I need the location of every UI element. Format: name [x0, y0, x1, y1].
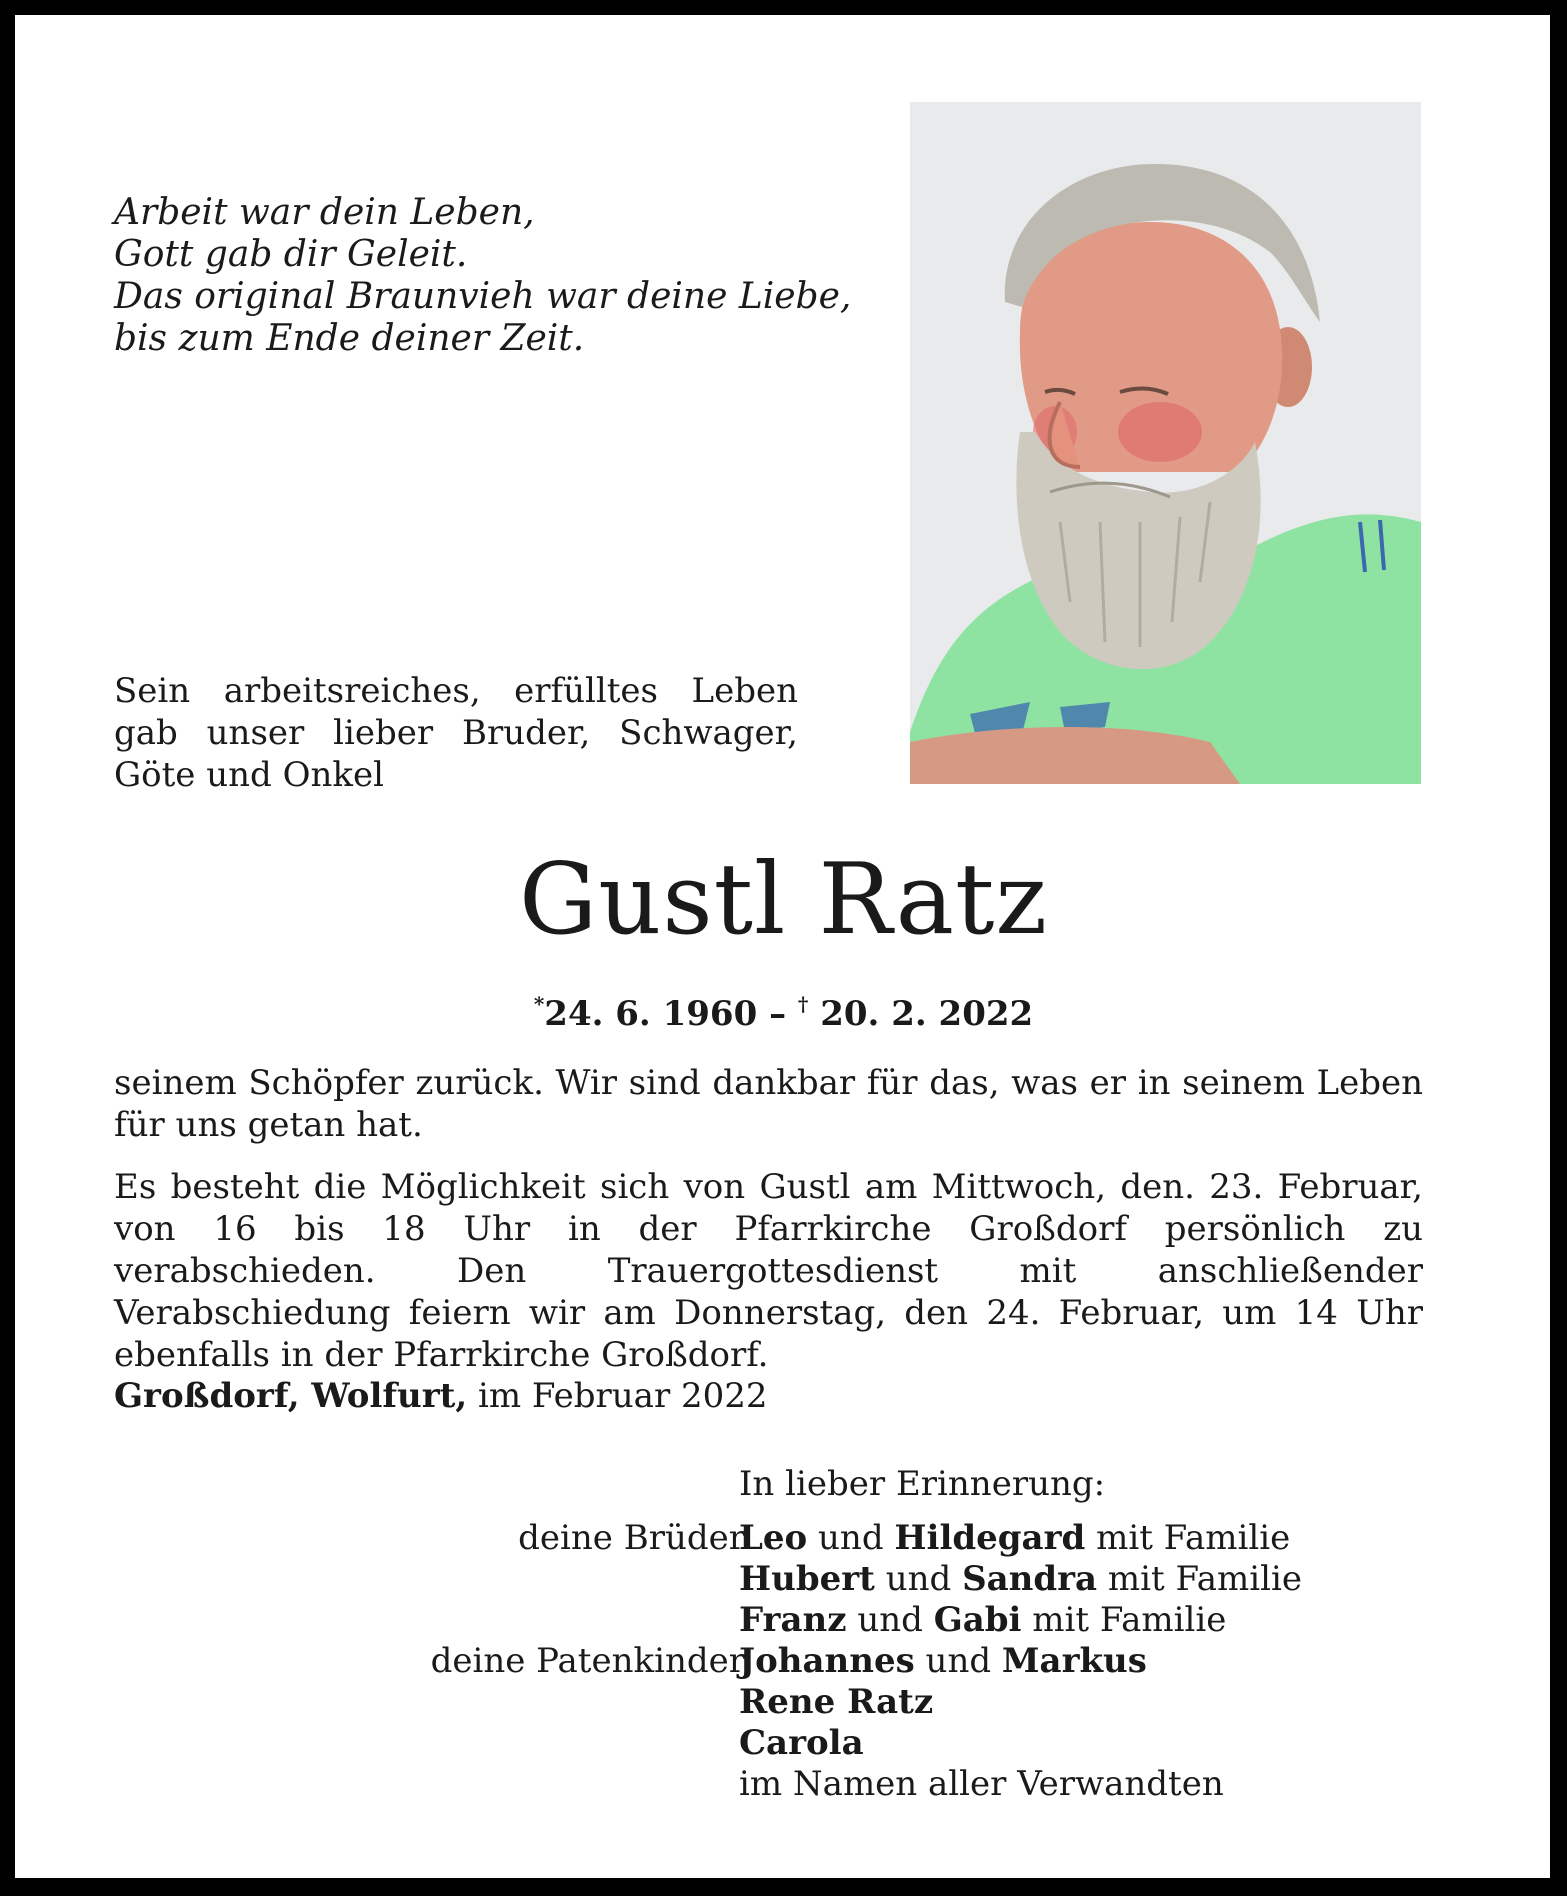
birth-date: 24. 6. 1960 [544, 994, 758, 1034]
paragraph-1: seinem Schöpfer zurück. Wir sind dankbar für das, was er in seinem Leben für uns getan hat. [114, 1063, 1423, 1145]
mourner-line-3: Franz und Gabi mit Familie [739, 1600, 1227, 1640]
mourner-line-5: Rene Ratz [739, 1682, 934, 1722]
portrait-illustration [910, 102, 1421, 784]
mourners-closing: im Namen aller Verwandten [739, 1764, 1224, 1804]
mourner-line-4: Johannes und Markus [739, 1641, 1147, 1681]
death-symbol: † [797, 992, 809, 1016]
date-separator: – [757, 994, 798, 1034]
poem-line-2: Gott gab dir Geleit. [114, 234, 468, 275]
poem-line-1: Arbeit war dein Leben, [114, 192, 535, 233]
poem-line-4: bis zum Ende deiner Zeit. [114, 318, 585, 359]
brothers-label: deine Brüder [518, 1518, 745, 1558]
deceased-name: Gustl Ratz [518, 843, 1049, 957]
godchildren-label: deine Patenkinder [430, 1641, 745, 1681]
intro-text: Sein arbeitsreiches, erfülltes Leben gab unser lieber Bruder, Schwager, Göte und Onkel [114, 671, 798, 795]
date-text: im Februar 2022 [467, 1376, 768, 1416]
mourner-line-1: Leo und Hildegard mit Familie [739, 1518, 1291, 1558]
portrait-photo [910, 102, 1421, 784]
poem [114, 192, 852, 360]
life-dates [0, 982, 1567, 1036]
mourner-line-2: Hubert und Sandra mit Familie [739, 1559, 1303, 1599]
mourners-heading: In lieber Erinnerung: [739, 1464, 1106, 1504]
birth-symbol: * [533, 992, 545, 1016]
paragraph-2: Es besteht die Möglichkeit sich von Gustl am Mittwoch, den. 23. Februar, von 16 bis 18 Uhr in der Pfarrkirche Großdorf persönlich zu verabschieden. Den Trauergottesdienst mit anschließender Verabschiedung feiern wir am Donnerstag, den 24. Februar, um 14 Uhr ebenfalls in der Pfarrkirche Großdorf. [114, 1167, 1423, 1375]
poem-line-3: Das original Braunvieh war deine Liebe, [114, 276, 852, 317]
death-date: 20. 2. 2022 [820, 994, 1034, 1034]
place-date-line [114, 1375, 768, 1417]
mourner-line-6: Carola [739, 1723, 864, 1763]
place-names: Großdorf, Wolfurt, [114, 1376, 468, 1416]
